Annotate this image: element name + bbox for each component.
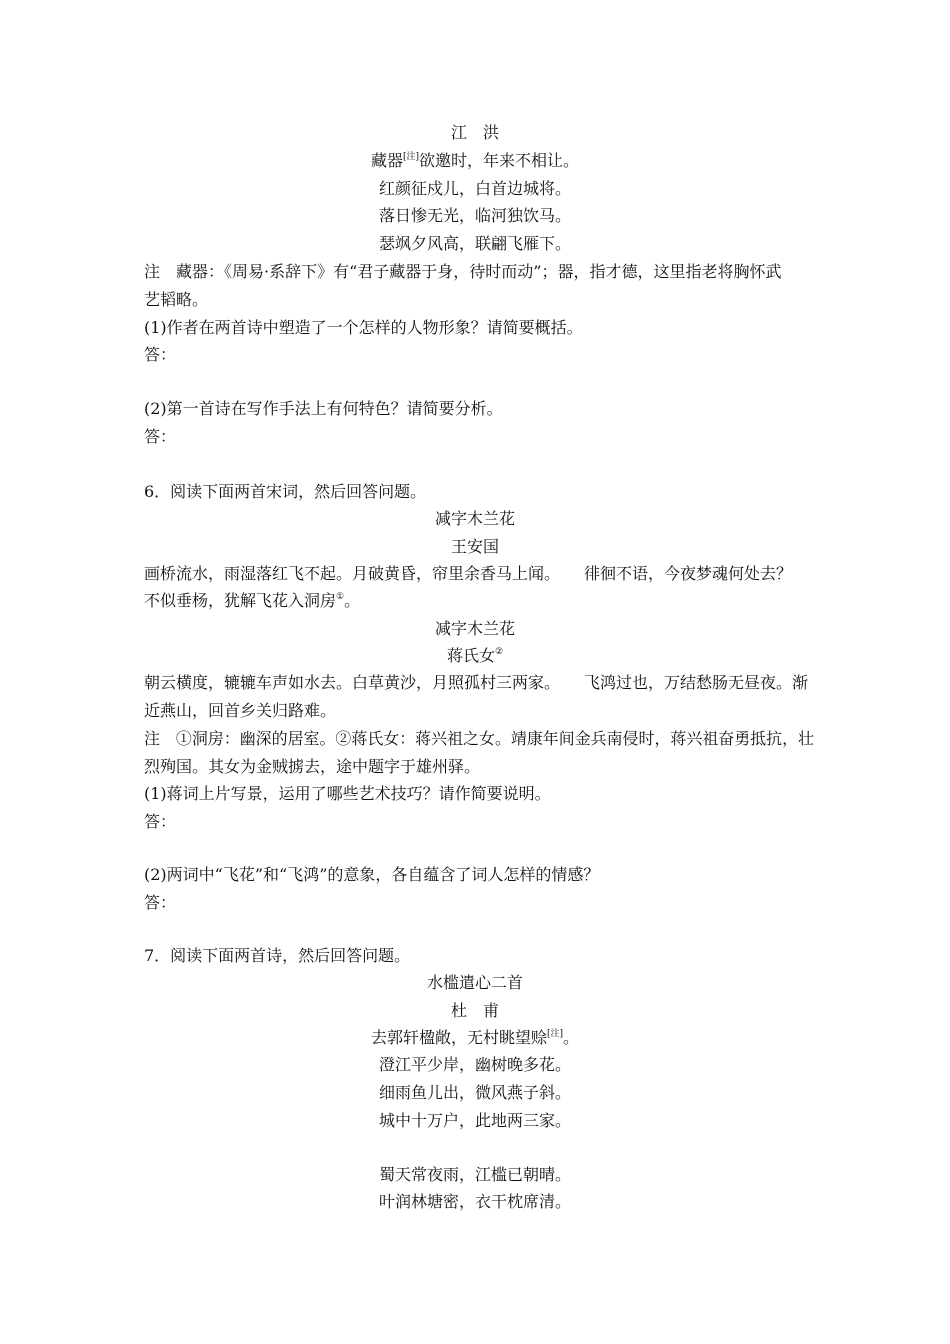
note-line: 艺韬略。 [144,290,209,309]
ci-author: 蒋氏女② [446,646,504,665]
note-line: 注 藏器：《周易·系辞下》有“君子藏器于身，待时而动”；器，指才德，这里指老将胸怀武 [144,262,782,281]
poem-line: 红颜征戍儿，白首边城将。 [378,179,571,198]
answer-label: 答： [144,893,177,912]
poem-line: 澄江平少岸，幽树晚多花。 [378,1055,571,1074]
ci-text-line: 朝云横度，辘辘车声如水去。白草黄沙，月照孤村三两家。 飞鸿过也，万结愁肠无昼夜。渐 [144,673,809,692]
question-text: (1)蒋词上片写景，运用了哪些艺术技巧？请作简要说明。 [144,784,551,803]
ci-title: 减字木兰花 [434,619,515,638]
ci-title: 减字木兰花 [434,509,515,528]
question-text: (2)两词中“飞花”和“飞鸿”的意象，各自蕴含了词人怎样的情感？ [144,865,600,884]
answer-label: 答： [144,812,177,831]
question-prompt: 6．阅读下面两首宋词，然后回答问题。 [144,482,427,501]
question-text: (1)作者在两首诗中塑造了一个怎样的人物形象？请简要概括。 [144,318,583,337]
poem-line: 去郭轩楹敞，无村眺望赊[注]。 [370,1028,580,1047]
note-line: 注 ①洞房：幽深的居室。②蒋氏女：蒋兴祖之女。靖康年间金兵南侵时，蒋兴祖奋勇抵抗，壮 [144,729,814,748]
poem-line: 蜀天常夜雨，江槛已朝晴。 [378,1165,571,1184]
question-prompt: 7．阅读下面两首诗，然后回答问题。 [144,946,411,965]
poem-author: 江 洪 [450,123,499,142]
question-text: (2)第一首诗在写作手法上有何特色？请简要分析。 [144,399,503,418]
ci-text-line: 不似垂杨，犹解飞花入洞房①。 [144,591,361,610]
poem-line: 落日惨无光，临河独饮马。 [378,206,571,225]
poem-line: 细雨鱼儿出，微风燕子斜。 [378,1083,571,1102]
poem-line: 城中十万户，此地两三家。 [378,1111,571,1130]
note-marker: ① [336,592,345,602]
note-line: 烈殉国。其女为金贼掳去，途中题字于雄州驿。 [144,757,481,776]
note-marker: ② [494,647,504,657]
poem-line: 藏器[注]欲邀时，年来不相让。 [370,151,580,170]
ci-text-line: 近燕山，回首乡关归路难。 [144,701,337,720]
poem-title: 水槛遣心二首 [426,973,523,992]
note-marker: [注] [402,152,420,162]
ci-text-line: 画桥流水，雨湿落红飞不起。月破黄昏，帘里余香马上闻。 徘徊不语，今夜梦魂何处去？ [144,564,793,583]
answer-label: 答： [144,427,177,446]
ci-author: 王安国 [450,537,499,556]
poem-line: 瑟飒夕风高，联翩飞雁下。 [378,234,571,253]
poem-line: 叶润林塘密，衣干枕席清。 [378,1192,571,1211]
poem-author: 杜 甫 [450,1001,499,1020]
answer-label: 答： [144,345,177,364]
note-marker: [注] [546,1029,564,1039]
